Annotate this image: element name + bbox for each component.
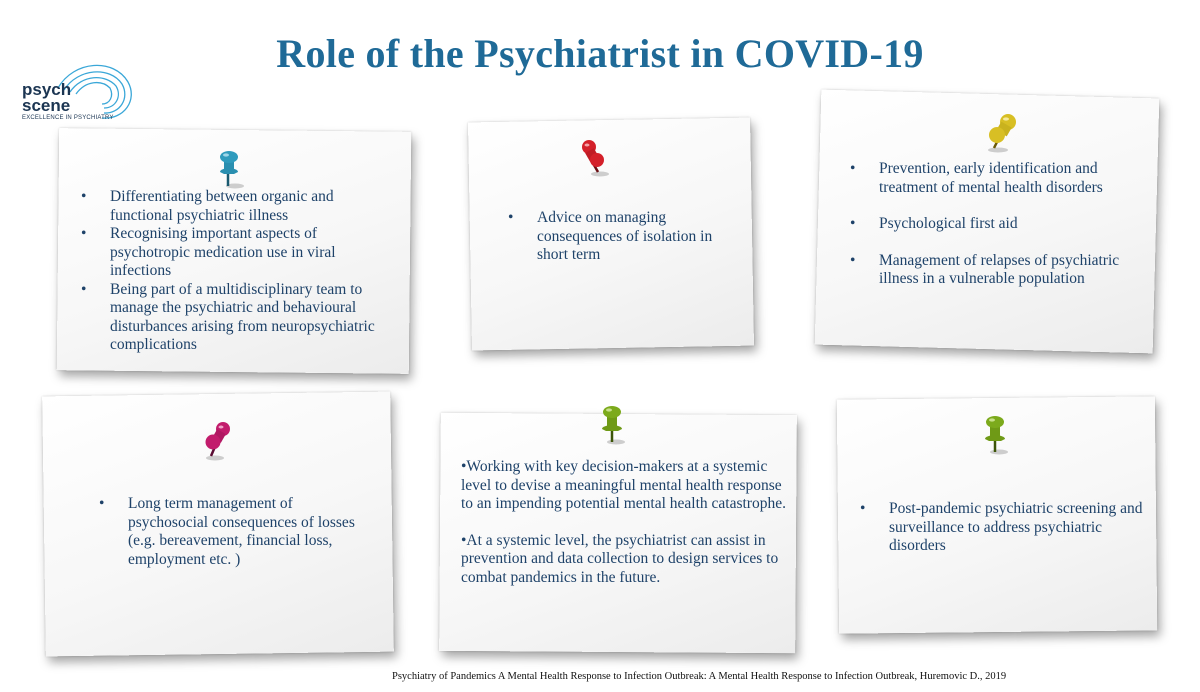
teal-pushpin-icon	[213, 148, 245, 190]
list-item: • Management of relapses of psychiatric illness in a vulnerable population	[839, 252, 1139, 289]
list-item: • Differentiating between organic and functional psychiatric illness	[70, 188, 400, 225]
note-2-list	[497, 209, 742, 265]
psychscene-logo	[18, 58, 138, 130]
list-item: • Being part of a multidisciplinary team to manage the psychiatric and behavioural disturbances arising from neuropsychiatric complications	[70, 281, 400, 355]
source-citation: Psychiatry of Pandemics A Mental Health Response to Infection Outbreak: A Mental Health Response to Infection Outbreak, Huremovic D., 2019	[392, 671, 1007, 682]
note-1-list	[70, 188, 400, 355]
magenta-pushpin-icon	[199, 420, 235, 462]
note-3-list	[839, 160, 1139, 289]
green-pushpin-icon	[979, 412, 1011, 456]
logo-tagline: EXCELLENCE IN PSYCHIATRY	[22, 115, 114, 121]
note-5-text	[461, 458, 791, 587]
logo-wordmark-top: psych	[22, 80, 72, 99]
logo-wordmark-bottom: scene	[22, 96, 71, 115]
list-item: • Advice on managing consequences of isolation in short term	[497, 209, 742, 265]
page-title: Role of the Psychiatrist in COVID-19	[276, 31, 924, 76]
list-item: • Post-pandemic psychiatric screening and surveillance to address psychiatric disorders	[849, 500, 1155, 556]
note-4-list	[88, 495, 358, 569]
note-6-list	[849, 500, 1155, 556]
note-5-paragraph: •Working with key decision-makers at a systemic level to devise a meaningful mental health response to an impending potential mental health catastrophe.	[461, 458, 786, 512]
list-item: • Psychological first aid	[839, 215, 1139, 234]
list-item: • Prevention, early identification and treatment of mental health disorders	[839, 160, 1139, 197]
green-pushpin-icon	[596, 402, 628, 446]
yellow-pushpin-icon	[980, 112, 1020, 154]
list-item: • Long term management of psychosocial consequences of losses (e.g. bereavement, financial loss, employment etc. )	[88, 495, 358, 569]
list-item: • Recognising important aspects of psychotropic medication use in viral infections	[70, 225, 400, 281]
note-5-paragraph: •At a systemic level, the psychiatrist can assist in prevention and data collection to design services to combat pandemics in the future.	[461, 531, 779, 586]
red-pushpin-icon	[578, 138, 612, 178]
